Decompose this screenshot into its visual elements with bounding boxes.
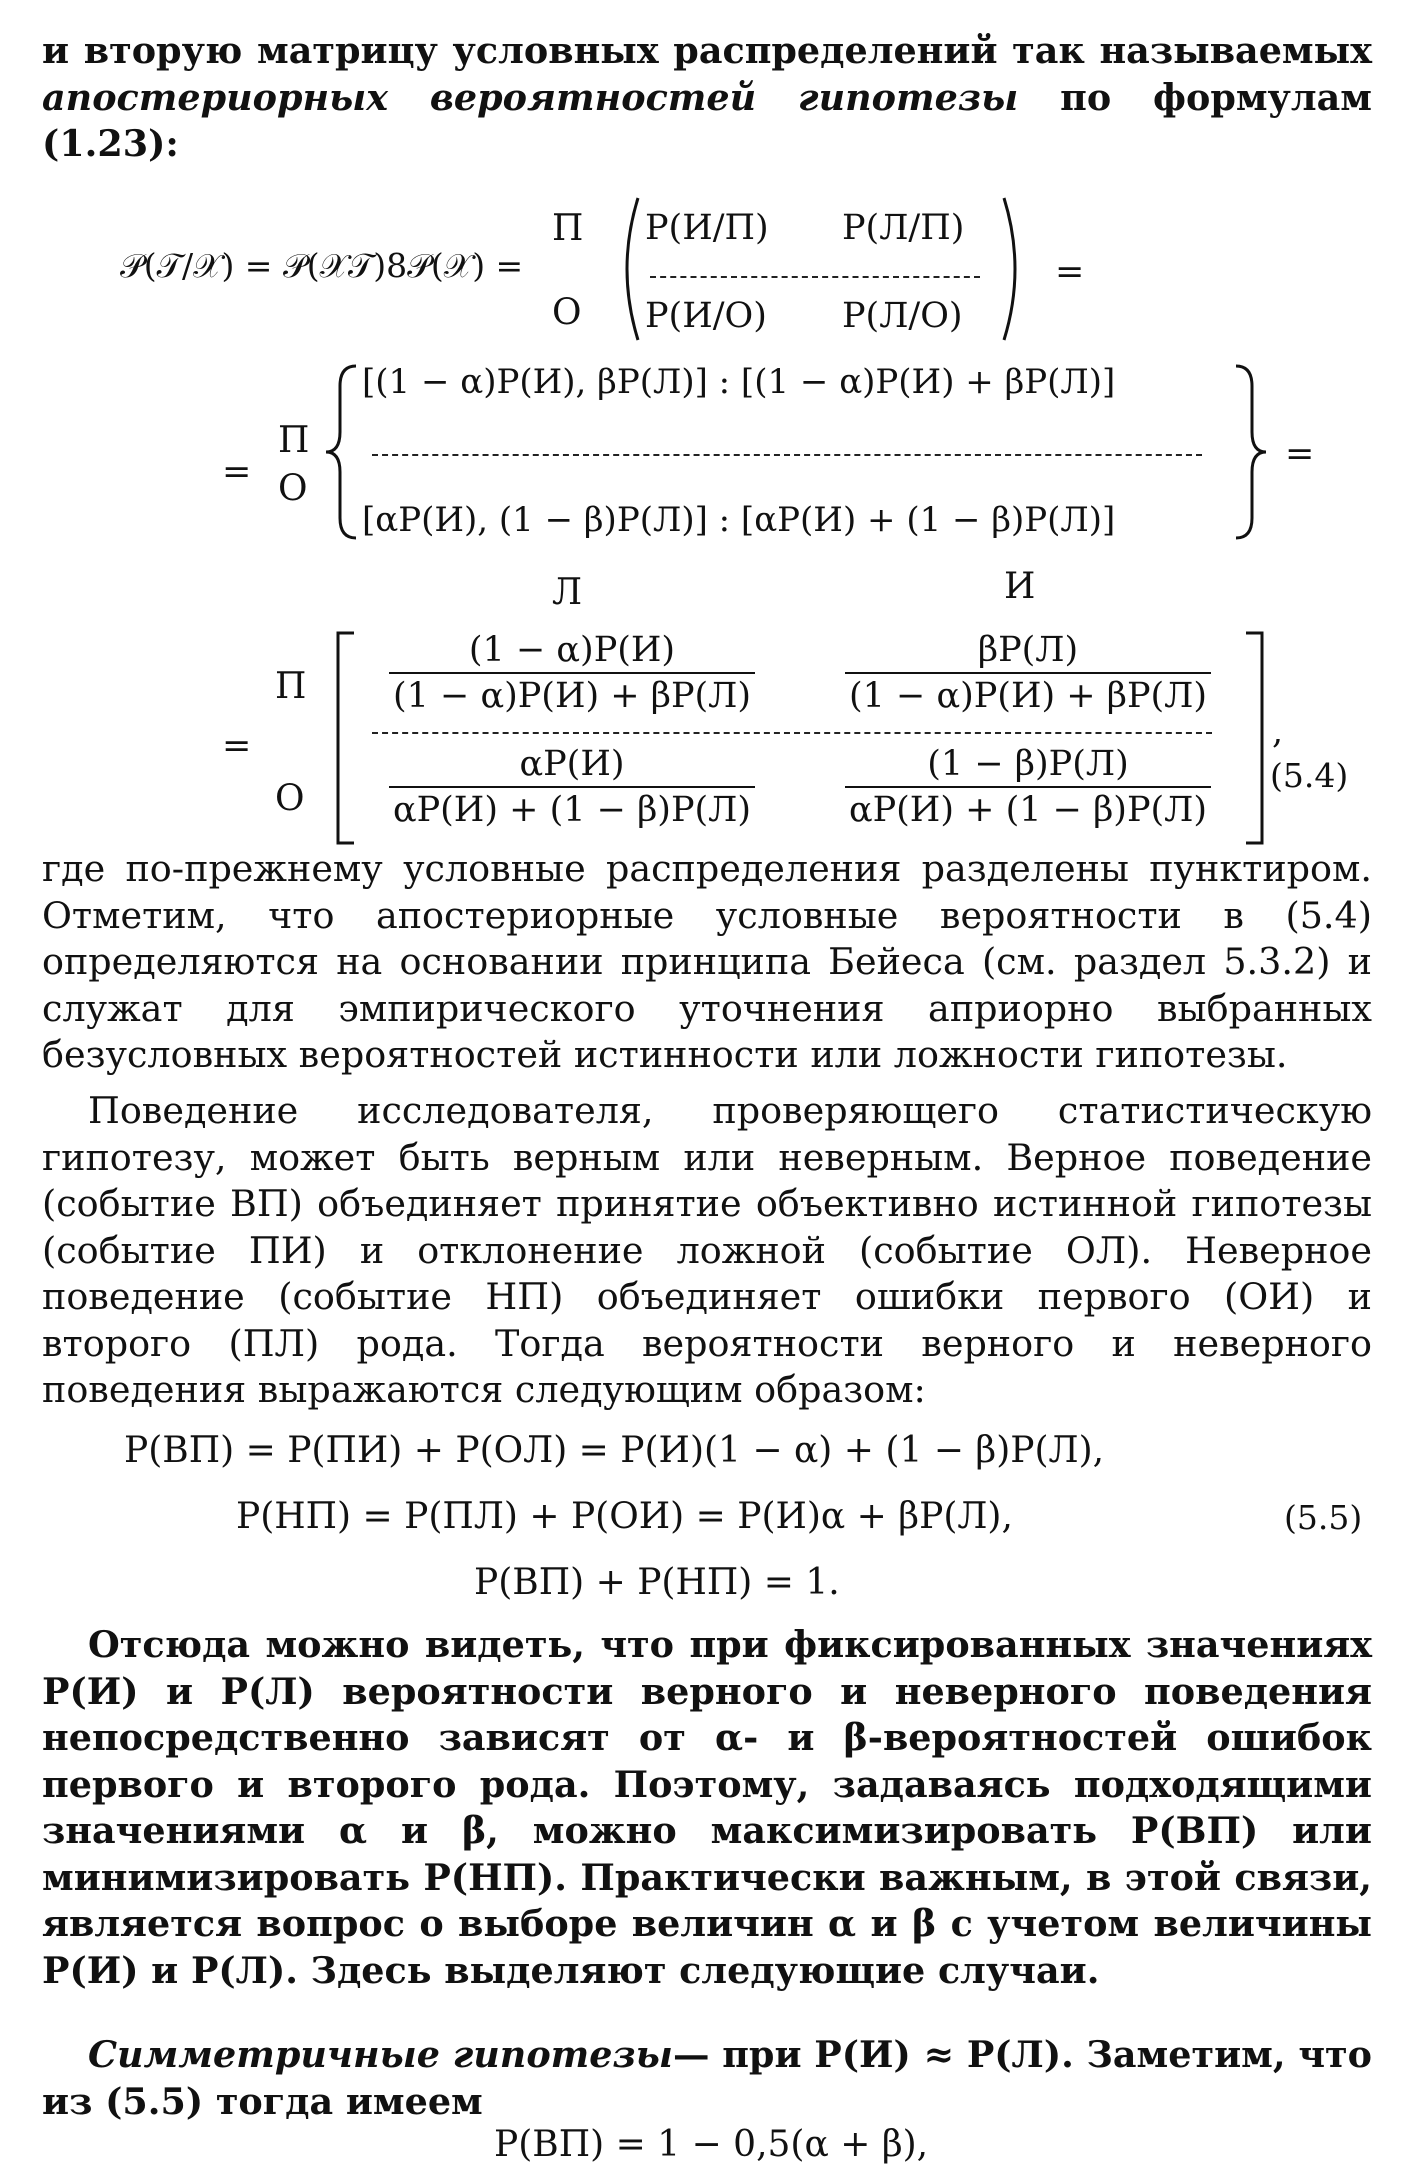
eq54-trailing-comma: , (1272, 712, 1284, 752)
eq54-row-label-p1: П (552, 208, 584, 249)
eq54-m1-dash (650, 276, 980, 278)
eq54-m3-dash (372, 732, 1212, 734)
intro-italic-term: апостериорных вероятностей гипотезы (42, 75, 1019, 119)
paragraph-2: Поведение исследователя, проверяющего статистическую гипотезу, может быть верным или неверным. Верное поведение (событие ВП) объединяет принятие объективно истинной гипотезы (событие ПИ) и отклонение ложной (событие ОЛ). Неверное поведение (событие НП) объединяет ошибки первого (ОИ) и второго (ПЛ) рода. Тогда вероятности верного и неверного поведения выражаются следующим образом: (42, 1089, 1372, 1411)
eq54-eq-lead-3: = (222, 726, 252, 766)
eq55-number: (5.5) (1284, 1498, 1363, 1537)
eq54-col-label-i: И (1004, 566, 1036, 607)
eq54-eq-sign-2: = (1285, 434, 1315, 474)
paragraph-4 (42, 2032, 1372, 2125)
intro-plain: и вторую матрицу условных распределений так называемых (42, 29, 1372, 72)
eq54-m3-r2c1-num: αP(И) (519, 744, 625, 784)
eq54-m3-r1c1-den: (1 − α)P(И) + βP(Л) (389, 672, 755, 716)
eq54-m1-r1c1: P(И/П) (645, 208, 769, 248)
eq54-left-bracket (330, 630, 360, 846)
eq54-col-label-l: Л (552, 572, 583, 613)
para4-italic-term: Симметричные гипотезы (88, 2033, 673, 2076)
eq54-m3-r1c1-num: (1 − α)P(И) (468, 630, 676, 670)
eq54-row-label-o3: О (275, 778, 305, 819)
eq54-lhs: 𝒫(𝒯/𝒳) = 𝒫(𝒳𝒯)8𝒫(𝒳) = (120, 246, 524, 285)
eq54-eq-lead-2: = (222, 452, 252, 492)
eq55-line1: P(ВП) = P(ПИ) + P(ОЛ) = P(И)(1 − α) + (1 − β)P(Л), (124, 1430, 1105, 1471)
eq55-line3: P(ВП) + P(НП) = 1. (474, 1562, 840, 1603)
eq54-m3-r1c1 (362, 630, 782, 716)
eq54-eq-sign-1: = (1055, 252, 1085, 292)
paragraph-1: где по-прежнему условные распределения разделены пунктиром. Отметим, что апостериорные условные вероятности в (5.4) определяются на основании принципа Бейеса (см. раздел 5.3.2) и служат для эмпирического уточнения априорно выбранных безусловных вероятностей истинности или ложности гипотезы. (42, 847, 1372, 1076)
intro-tail: по формулам (1.23): (42, 75, 1372, 165)
para4-rest: — при P(И) ≈ P(Л). Заметим, что из (5.5) тогда имеем (42, 2033, 1372, 2123)
eq54-m3-r2c2-den: αP(И) + (1 − β)P(Л) (845, 786, 1211, 830)
eq54-right-brace (1230, 362, 1270, 542)
eq54-m3-r1c2 (818, 630, 1238, 716)
eq54-row-label-o2: О (278, 468, 308, 509)
eq54-left-paren-1 (612, 194, 642, 344)
eq54-m3-r1c2-num: βP(Л) (977, 630, 1079, 670)
eq54-m1-r2c1: P(И/О) (645, 296, 767, 336)
eq54-m1-r2c2: P(Л/О) (842, 296, 963, 336)
eq54-m3-r2c2 (818, 744, 1238, 830)
eq54-m2-r1: [(1 − α)P(И), βP(Л)] : [(1 − α)P(И) + βP(Л)] (362, 362, 1116, 402)
intro-paragraph (42, 28, 1372, 168)
eq54-m2-r2: [αP(И), (1 − β)P(Л)] : [αP(И) + (1 − β)P(Л)] (362, 500, 1116, 540)
eq54-m2-dash (372, 454, 1202, 456)
paragraph-3: Отсюда можно видеть, что при фиксированных значениях P(И) и P(Л) вероятности верного и неверного поведения непосредственно зависят от α- и β-вероятностей ошибок первого и второго рода. Поэтому, задаваясь подходящими значениями α и β, можно максимизировать P(ВП) или минимизировать P(НП). Практически важным, в этой связи, является вопрос о выборе величин α и β с учетом величины P(И) и P(Л). Здесь выделяют следующие случаи. (42, 1623, 1372, 1992)
eq54-row-label-p3: П (275, 666, 307, 707)
eq-last: P(ВП) = 1 − 0,5(α + β), (494, 2124, 929, 2165)
eq55-line2: P(НП) = P(ПЛ) + P(ОИ) = P(И)α + βP(Л), (236, 1496, 1013, 1537)
eq54-m1-r1c2: P(Л/П) (842, 208, 965, 248)
eq54-m3-r2c1 (362, 744, 782, 830)
eq54-right-paren-1 (1000, 194, 1030, 344)
eq54-left-brace (322, 362, 362, 542)
eq54-m3-r1c2-den: (1 − α)P(И) + βP(Л) (845, 672, 1211, 716)
eq54-m3-r2c2-num: (1 − β)P(Л) (927, 744, 1129, 784)
eq54-m3-r2c1-den: αP(И) + (1 − β)P(Л) (389, 786, 755, 830)
eq54-number: (5.4) (1270, 756, 1349, 795)
eq54-row-label-p2: П (278, 420, 310, 461)
eq54-row-label-o1: О (552, 292, 582, 333)
eq54-right-bracket (1240, 630, 1270, 846)
